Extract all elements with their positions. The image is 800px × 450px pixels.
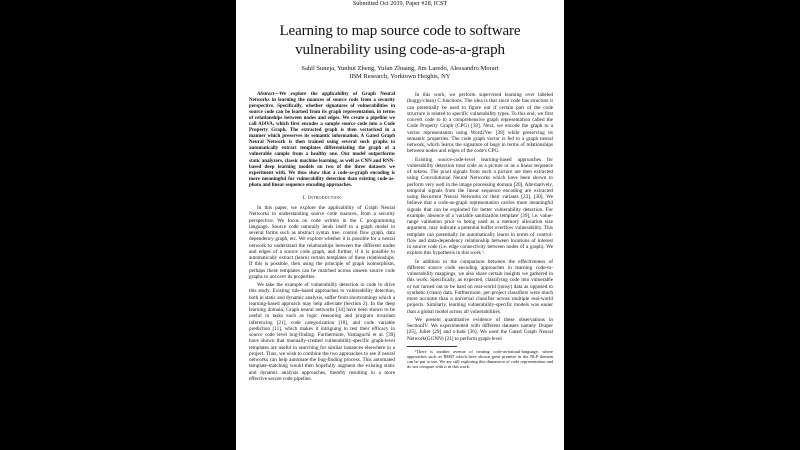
intro-paragraph-1: In this paper, we explore the applicability of Graph Neural Networks in understanding source code nuances, from a security perspective. We focus on code written in the C programming language. Source code naturally lends itself to a graph model in several forms such as abstract syntax tree, control flow graph, data dependency graph, etc. We explore whether it is possible for a neural network to understand the relationships between the different nodes and edges of a source code graph, and further, if it is possible to automatically extract (learn) certain templates of these relationships. If this is possible, then using the principle of graph isomorphism, perhaps these templates can be matched across unseen source code graphs to uncover its properties.	[249, 205, 395, 280]
body-paragraph-2: Existing source-code-level learning-based approaches for vulnerability detection treat code as a picture or as a linear sequence of tokens. The pixel signals from such a picture are then extracted using Convolutional Neural Networks which have been shown to perform very well in the image processing domain [20]. Alternatively, temporal signals from the linear sequence encoding are extracted using Recurrent Neural Networks or their variants [23], [30]. We believe that a code-as-graph representation carries more meaningful signals that can be exploited for better vulnerability detection. For example, absence of a 'variable sanitization template' [39], i.e. value-range validation prior to being used as a memory allocation size argument, may indicate a potential buffer overflow vulnerability. This template can potentially be automatically learnt in terms of control-flow and data-dependency relationship between locations of interest in source code (i.e. edge connectivity between nodes of a graph). We explore this hypothesis in this work ¹.	[407, 156, 553, 257]
body-paragraph-1: In this work, we perform supervised learning over labeled (buggy/clean) C functions. The idea is that since code has structure it can potentially be used to figure out if certain part of the code structure is related to specific vulnerability types. To this end, we first convert code to to a comprehensive graph representation called the Code Property Graph (CPG) [39]. Next, we encode the graph to a vector representation using Word2Vec [28] while preserving its semantic properties. The code graph vector is fed to a graph neural network, which learns the signature of bugs in terms of relationships between nodes and edges of the code's CPG.	[407, 92, 553, 155]
section-heading-introduction: I. Introduction	[302, 194, 342, 201]
body-paragraph-3: In addition to the comparison between the effectiveness of different source code encoding approaches in learning code-to-vulnerability mappings, we also share certain insights we gathered in this work. Specifically, as expected, classifying code into vulnerable or not turned out to be hard on real-world (noisy) data as opposed to synthetic (clean) data. Furthermore, per-project classifiers were much more accurate than a universal classifier across multiple real-world projects. Similarly, learning vulnerability-specific models was easier than a global model across all vulnerabilities.	[407, 258, 553, 315]
left-column	[249, 92, 395, 382]
abstract-label: Abstract	[257, 92, 275, 97]
footnote: ¹There is another avenue of treating code-as-natural-language, where approaches such as BERT which have shown great promise in the NLP domain can be put to use. We are still exploring this dimension of code representation and do not compare with it in this work.	[407, 348, 553, 370]
title-line-1: Learning to map source code to software	[279, 23, 521, 39]
body-paragraph-4: We present quantitative evidence of these observations in SectionIV. We experimented with different datasets namely Draper [25], Juliet [29] and s-babi [36]. We used the Gated Graph Neural Network(GGNN) [21] to perform graph-level	[407, 316, 553, 342]
intro-paragraph-2: We take the example of vulnerability detection in code to drive this study. Existing rule-based approaches to vulnerability detection, both in static and dynamic analysis, suffer from shortcomings which a learning-based approach may help alleviate (Section 2). In the deep learning domain, Graph neural networks [34] have been shown to be useful in tasks such as logic reasoning and program invariant inferencing [21], code categorization [18], and code variable prediction [11], which makes it intriguing to test their efficacy in source code level bug-finding. Furthermore, Yamaguchi et al. [39] have shown that manually-created vulnerability-specific graph-level templates are useful in searching for similar instances elsewhere in a project. Thus, we wish to combine the two approaches to see if neural networks can help automate the bug-finding process. This automated template-matching would then hopefully augment the existing static and dynamic analysis approaches, thereby resulting in a more effective secure code pipeline.	[249, 282, 395, 382]
abstract-text: —We explore the applicability of Graph Neural Networks in learning the nuances of source code from a security perspective. Specifically, whether signatures of vulnerabilities in source code can be learned from its graph representation, in terms of relationships between nodes and edges. We create a pipeline we call AI4VA, which first encodes a sample source code into a Code Property Graph. The extracted graph is then vectorized in a manner which preserves its semantic information. A Gated Graph Neural Network is then trained using several such graphs to automatically extract templates differentiating the graph of a vulnerable sample from a healthy one. Our model outperforms static analyzers, classic machine learning, as well as CNN and RNN-based deep learning models on two of the three datasets we experiment with. We thus show that a code-as-graph encoding is more meaningful for vulnerability detection than existing code-as-photo and linear sequence encoding approaches.	[249, 92, 395, 188]
abstract	[249, 92, 395, 189]
affiliation: IBM Research, Yorktown Heights, NY	[349, 73, 451, 80]
author-list: Sahil Suneja, Yunhui Zheng, Yufan Zhuang, Jim Laredo, Alessandro Morari	[301, 65, 499, 72]
author-block	[236, 65, 564, 81]
paper-title	[236, 22, 564, 60]
paper-page	[236, 0, 564, 450]
footnote-rule	[407, 346, 457, 347]
right-column	[407, 92, 553, 370]
submission-header: Submitted Oct 2019, Paper #28, ICST	[352, 0, 448, 7]
title-line-2: vulnerability using code-as-a-graph	[295, 42, 505, 58]
